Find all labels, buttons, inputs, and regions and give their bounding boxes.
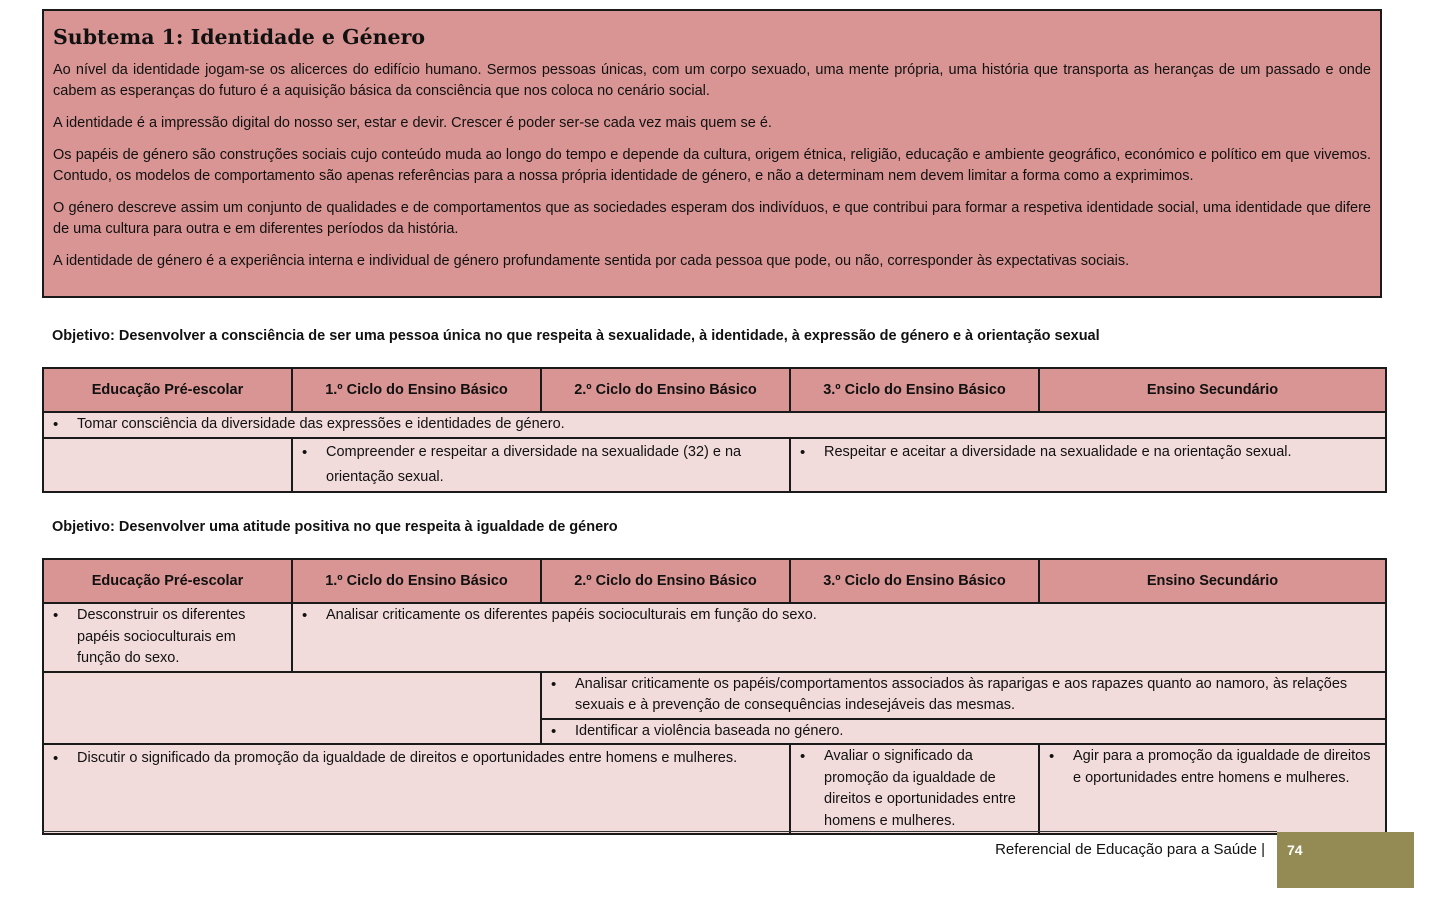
list-item: • Discutir o significado da promoção da igualdade de direitos e oportunidades entre homens e mulheres. — [44, 745, 789, 772]
objective-2: Objetivo: Desenvolver uma atitude positiva no que respeita à igualdade de género — [52, 519, 618, 535]
subtema-title: Subtema 1: Identidade e Género — [53, 25, 426, 49]
col-header-2-ciclo: 2.º Ciclo do Ensino Básico — [541, 559, 790, 603]
list-item: • Respeitar e aceitar a diversidade na sexualidade e na orientação sexual. — [791, 439, 1385, 466]
table-header-row — [43, 559, 1386, 603]
intro-paragraph-4: O género descreve assim um conjunto de qualidades e de comportamentos que as sociedades esperam dos indivíduos, e que contribui para formar a respetiva identidade social, uma identidade que difere de uma cultura para outra e em diferentes períodos da história. — [53, 200, 1371, 237]
table-cell — [541, 672, 1386, 719]
col-header-3-ciclo: 3.º Ciclo do Ensino Básico — [790, 559, 1039, 603]
objective-1: Objetivo: Desenvolver a consciência de ser uma pessoa única no que respeita à sexualidade, à identidade, à expressão de género e à orientação sexual — [52, 328, 1100, 344]
list-item: • Avaliar o significado da promoção da igualdade de direitos e oportunidades entre homens e mulheres. — [791, 745, 1038, 833]
list-item: • Analisar criticamente os diferentes papéis socioculturais em função do sexo. — [293, 604, 1385, 628]
table-row — [43, 412, 1386, 438]
table-cell — [790, 744, 1039, 834]
list-item: • Analisar criticamente os papéis/comportamentos associados às raparigas e aos rapazes quanto ao namoro, às relações sexuais e à prevenção de consequências indesejáveis das mesmas. — [542, 673, 1385, 718]
table-cell — [541, 719, 1386, 745]
footer-title: Referencial de Educação para a Saúde | — [995, 841, 1265, 858]
table-cell-empty — [43, 672, 541, 745]
col-header-secundario: Ensino Secundário — [1039, 559, 1386, 603]
intro-paragraph-1: Ao nível da identidade jogam-se os alicerces do edifício humano. Sermos pessoas únicas, com um corpo sexuado, uma mente própria, uma história que transporta as heranças de um passado e onde cabem as esperanças do futuro é a aquisição básica da consciência que nos coloca no cenário social. — [53, 62, 1371, 99]
table-cell — [43, 603, 292, 672]
col-header-pre-escolar: Educação Pré-escolar — [43, 368, 292, 412]
list-item: • Compreender e respeitar a diversidade na sexualidade (32) e na orientação sexual. — [293, 439, 789, 491]
table-cell-empty — [43, 438, 292, 492]
table-row — [43, 672, 1386, 719]
subtema-box — [42, 9, 1382, 298]
table-row — [43, 603, 1386, 672]
list-item: • Agir para a promoção da igualdade de direitos e oportunidades entre homens e mulheres. — [1040, 745, 1385, 790]
col-header-secundario: Ensino Secundário — [1039, 368, 1386, 412]
col-header-1-ciclo: 1.º Ciclo do Ensino Básico — [292, 559, 541, 603]
table-cell — [292, 438, 790, 492]
col-header-pre-escolar: Educação Pré-escolar — [43, 559, 292, 603]
table-cell — [43, 744, 790, 834]
list-item: • Desconstruir os diferentes papéis socioculturais em função do sexo. — [44, 604, 291, 671]
table-cell — [43, 412, 1386, 438]
list-item: • Identificar a violência baseada no género. — [542, 720, 1385, 744]
page-number: 74 — [1277, 832, 1414, 888]
intro-paragraph-5: A identidade de género é a experiência interna e individual de género profundamente sentida por cada pessoa que pode, ou não, corresponder às expectativas sociais. — [53, 253, 1130, 269]
col-header-1-ciclo: 1.º Ciclo do Ensino Básico — [292, 368, 541, 412]
objective-1-table — [42, 367, 1387, 493]
table-cell — [790, 438, 1386, 492]
objective-2-table — [42, 558, 1387, 835]
intro-paragraph-2: A identidade é a impressão digital do nosso ser, estar e devir. Crescer é poder ser-se cada vez mais quem se é. — [53, 115, 772, 131]
col-header-2-ciclo: 2.º Ciclo do Ensino Básico — [541, 368, 790, 412]
footer-divider — [42, 831, 1277, 832]
table-cell — [292, 603, 1386, 672]
table-header-row — [43, 368, 1386, 412]
table-row — [43, 744, 1386, 834]
intro-paragraph-3: Os papéis de género são construções sociais cujo conteúdo muda ao longo do tempo e depende da cultura, origem étnica, religião, educação e ambiente geográfico, económico e político em que vivemos. Contudo, os modelos de comportamento são apenas referências para a nossa própria identidade de género, e não a determinam nem devem limitar a forma como a exprimimos. — [53, 147, 1371, 184]
table-row — [43, 438, 1386, 492]
list-item: • Tomar consciência da diversidade das expressões e identidades de género. — [44, 413, 1385, 437]
col-header-3-ciclo: 3.º Ciclo do Ensino Básico — [790, 368, 1039, 412]
table-cell — [1039, 744, 1386, 834]
